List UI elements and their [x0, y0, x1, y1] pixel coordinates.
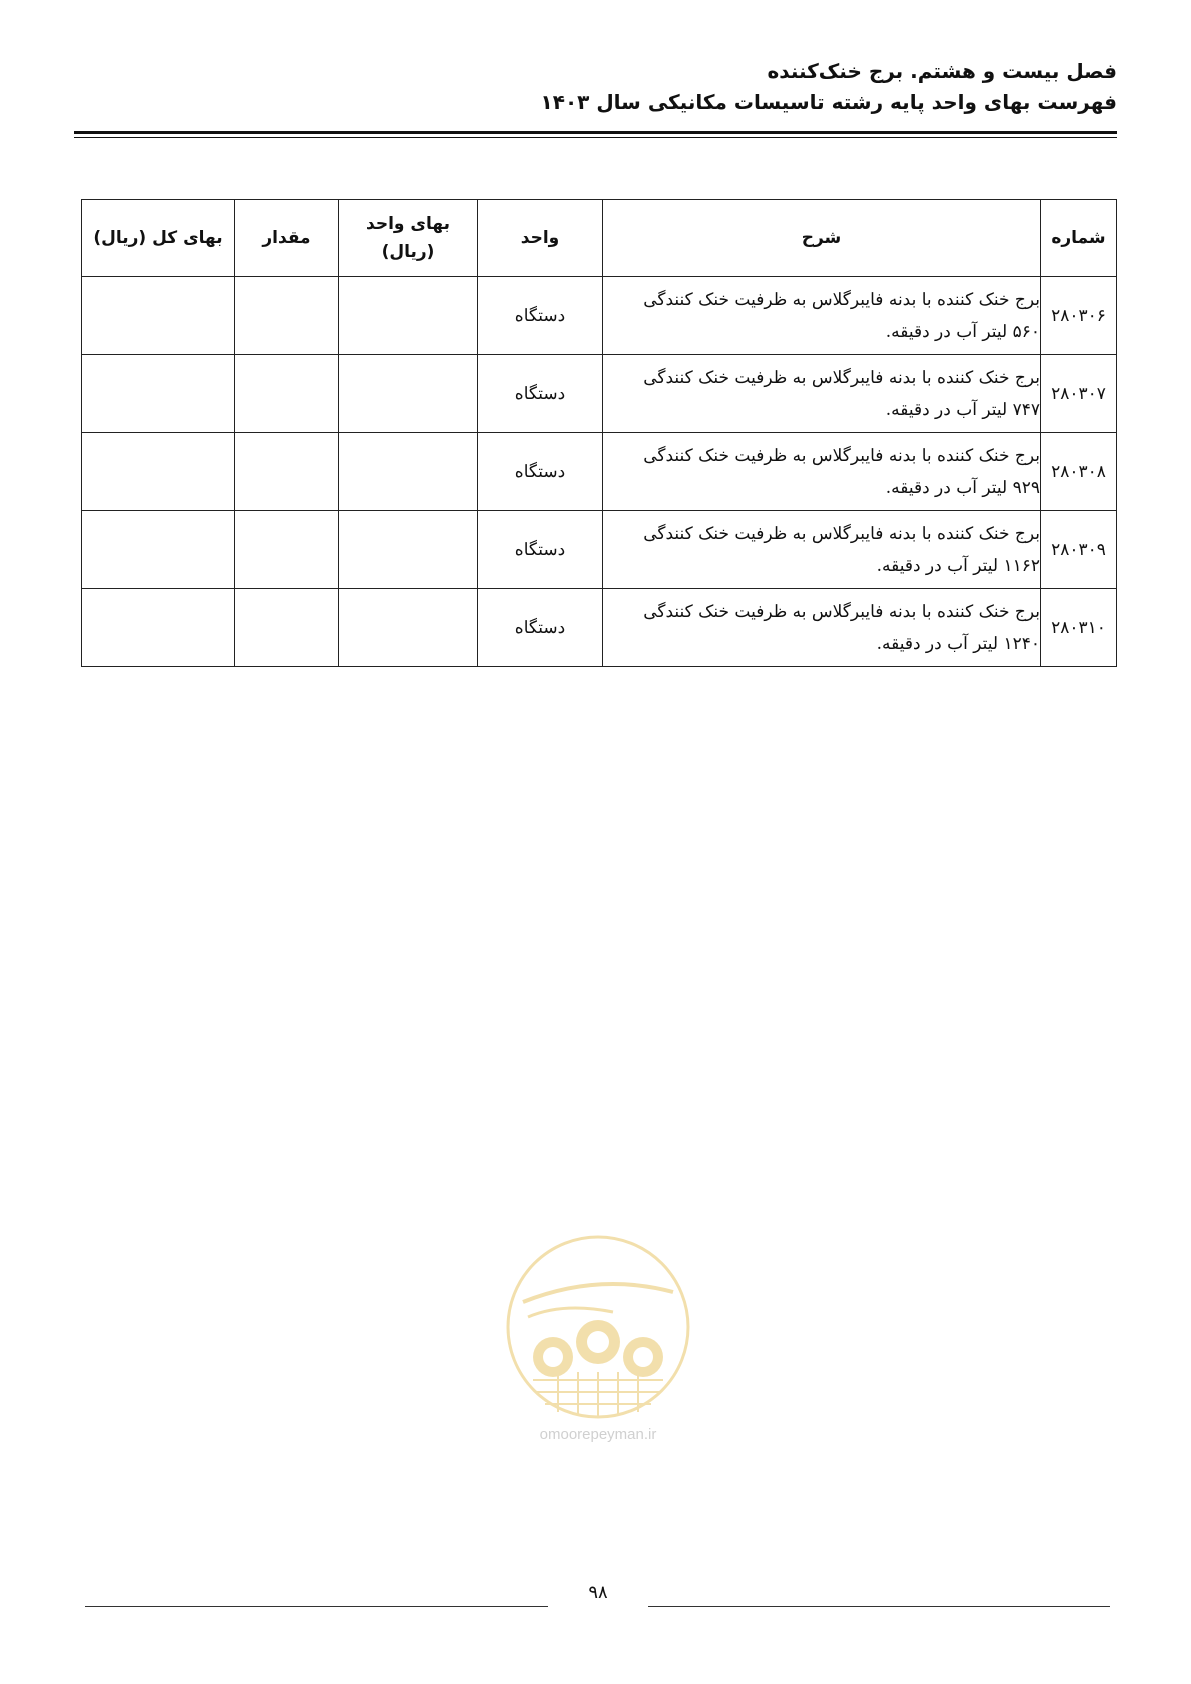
row-description-line2: ۱۲۴۰ لیتر آب در دقیقه. — [876, 633, 1040, 654]
row-description — [603, 277, 1041, 355]
row-description-line1: برج خنک کننده با بدنه فایبرگلاس به ظرفیت خنک کنندگی — [643, 523, 1040, 544]
header-rule-thin — [74, 137, 1117, 138]
row-unit-price — [339, 277, 478, 355]
watermark-logo-icon — [503, 1232, 693, 1422]
row-unit-price — [339, 433, 478, 511]
row-quantity — [235, 355, 339, 433]
row-total-price — [82, 589, 235, 667]
row-total-price — [82, 433, 235, 511]
page-header — [74, 56, 1117, 118]
row-total-price — [82, 355, 235, 433]
column-header-description: شرح — [603, 200, 1041, 277]
row-code: ۲۸۰۳۰۹ — [1041, 511, 1117, 589]
unit-price-header-line2: (ریال) — [381, 242, 435, 262]
column-header-quantity: مقدار — [235, 200, 339, 277]
column-header-unit: واحد — [478, 200, 603, 277]
row-description-line1: برج خنک کننده با بدنه فایبرگلاس به ظرفیت خنک کنندگی — [643, 445, 1040, 466]
row-code: ۲۸۰۳۱۰ — [1041, 589, 1117, 667]
row-unit-price — [339, 511, 478, 589]
row-unit: دستگاه — [478, 589, 603, 667]
row-unit: دستگاه — [478, 277, 603, 355]
row-description — [603, 433, 1041, 511]
row-quantity — [235, 433, 339, 511]
row-unit: دستگاه — [478, 433, 603, 511]
row-total-price — [82, 511, 235, 589]
row-code: ۲۸۰۳۰۶ — [1041, 277, 1117, 355]
table-row — [82, 355, 1117, 433]
row-quantity — [235, 511, 339, 589]
row-total-price — [82, 277, 235, 355]
footer-rule-left — [85, 1606, 548, 1607]
column-header-unit-price — [339, 200, 478, 277]
row-unit: دستگاه — [478, 355, 603, 433]
row-code: ۲۸۰۳۰۸ — [1041, 433, 1117, 511]
row-unit-price — [339, 589, 478, 667]
table-row — [82, 589, 1117, 667]
price-list-table — [81, 199, 1117, 667]
row-description-line1: برج خنک کننده با بدنه فایبرگلاس به ظرفیت خنک کنندگی — [643, 601, 1040, 622]
row-description-line2: ۱۱۶۲ لیتر آب در دقیقه. — [876, 555, 1040, 576]
column-header-code: شماره — [1041, 200, 1117, 277]
table-row — [82, 433, 1117, 511]
document-title: فهرست بهای واحد پایه رشته تاسیسات مکانیکی سال ۱۴۰۳ — [540, 90, 1117, 114]
footer-rule-right — [648, 1606, 1110, 1607]
table-header-row — [82, 200, 1117, 277]
header-rule-thick — [74, 131, 1117, 134]
table-row — [82, 511, 1117, 589]
row-code: ۲۸۰۳۰۷ — [1041, 355, 1117, 433]
watermark-url: omoorepeyman.ir — [539, 1426, 657, 1443]
row-unit: دستگاه — [478, 511, 603, 589]
row-description — [603, 589, 1041, 667]
unit-price-header-line1: بهای واحد — [366, 214, 450, 234]
chapter-title: فصل بیست و هشتم. برج خنک‌کننده — [767, 59, 1117, 83]
row-description-line1: برج خنک کننده با بدنه فایبرگلاس به ظرفیت خنک کنندگی — [643, 289, 1040, 310]
row-quantity — [235, 277, 339, 355]
page-number: ۹۸ — [588, 1582, 608, 1603]
row-description-line2: ۵۶۰ لیتر آب در دقیقه. — [885, 321, 1040, 342]
row-description — [603, 511, 1041, 589]
table-row — [82, 277, 1117, 355]
row-unit-price — [339, 355, 478, 433]
row-description-line2: ۷۴۷ لیتر آب در دقیقه. — [885, 399, 1040, 420]
row-description-line2: ۹۲۹ لیتر آب در دقیقه. — [885, 477, 1040, 498]
row-description-line1: برج خنک کننده با بدنه فایبرگلاس به ظرفیت خنک کنندگی — [643, 367, 1040, 388]
row-description — [603, 355, 1041, 433]
column-header-total-price: بهای کل (ریال) — [82, 200, 235, 277]
row-quantity — [235, 589, 339, 667]
